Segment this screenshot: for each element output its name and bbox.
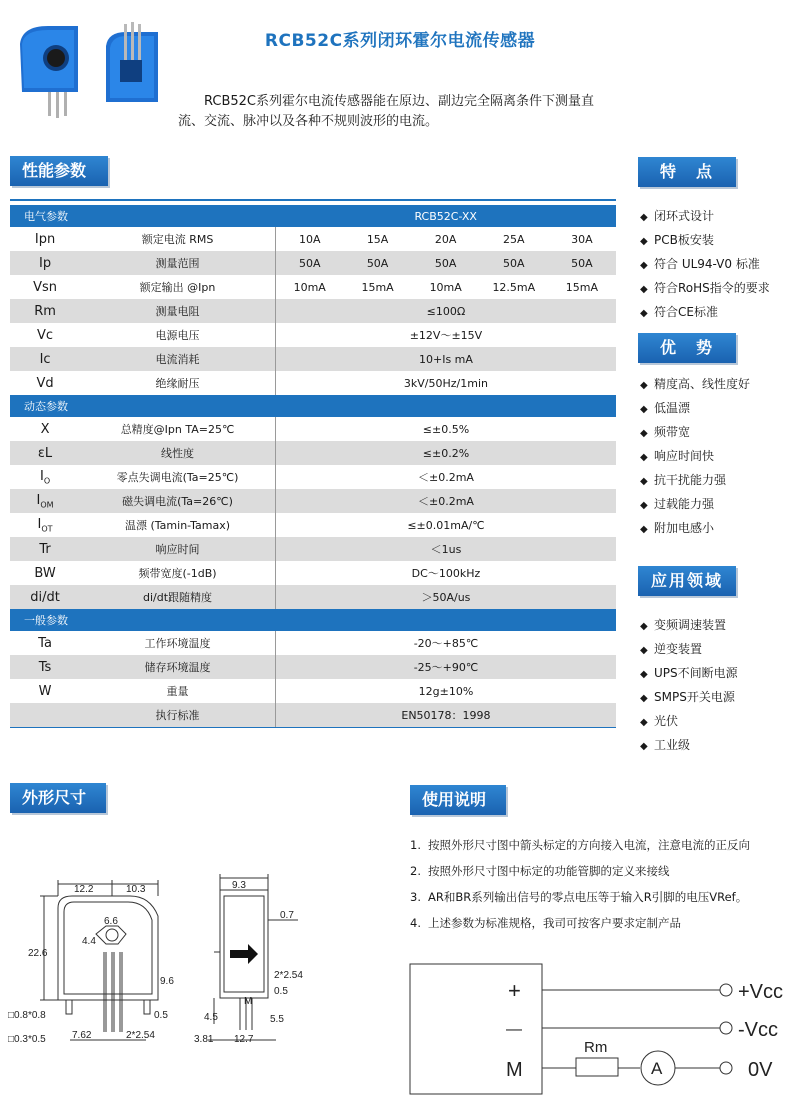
dim-label: 4.5	[204, 1012, 218, 1023]
dim-label: 2*2.54	[274, 970, 303, 981]
spec-table	[10, 205, 616, 728]
list-item: ◆ 响应时间快	[640, 444, 750, 468]
diamond-icon: ◆	[640, 260, 648, 271]
resistor-label: Rm	[584, 1039, 608, 1056]
dynamic-header-row	[10, 395, 616, 417]
list-item: 2. 按照外形尺寸图中标定的功能管脚的定义来接线	[410, 864, 670, 878]
table-row: $I_{OM}$ 磁失调电流(Ta=26℃) ＜±0.2mA	[10, 489, 616, 513]
list-item: ◆ 符合CE标准	[640, 300, 770, 324]
dim-label: 4.4	[82, 936, 96, 947]
table-row: Vd 绝缘耐压 3kV/50Hz/1min	[10, 371, 616, 395]
list-item: ◆ 抗干扰能力强	[640, 468, 750, 492]
dim-label: □0.3*0.5	[8, 1034, 46, 1045]
diamond-icon: ◆	[640, 524, 648, 535]
dim-label: 7.62	[72, 1030, 92, 1041]
table-row: $I_{OT}$ 温漂 (Tamin-Tamax) ≤±0.01mA/℃	[10, 513, 616, 537]
diamond-icon: ◆	[640, 500, 648, 511]
list-item: ◆ 频带宽	[640, 420, 750, 444]
dim-label: 9.3	[232, 880, 246, 891]
diamond-icon: ◆	[640, 404, 648, 415]
list-item: ◆ 附加电感小	[640, 516, 750, 540]
dim-label: 22.6	[28, 948, 48, 959]
dim-label: 6.6	[104, 916, 118, 927]
usage-notes	[410, 832, 750, 936]
terminal-m: M	[506, 1059, 523, 1081]
general-header: 一般参数	[10, 609, 616, 631]
section-usage: 使用说明	[410, 785, 506, 815]
dimension-drawing	[8, 872, 308, 1052]
table-row: Rm 测量电阻 ≤100Ω	[10, 299, 616, 323]
dim-label: □0.8*0.8	[8, 1010, 46, 1021]
dim-label: 0.5	[274, 986, 288, 997]
diamond-icon: ◆	[640, 741, 648, 752]
list-item: ◆ 变频调速装置	[640, 613, 738, 637]
vcc-plus-label: +Vcc	[738, 981, 784, 1003]
table-row: Ip 测量范围 50A 50A 50A 50A 50A	[10, 251, 616, 275]
general-header-row	[10, 609, 616, 631]
applications-list	[640, 613, 738, 757]
list-item: ◆ 符合RoHS指令的要求	[640, 276, 770, 300]
dim-label: 9.6	[160, 976, 174, 987]
ammeter-icon: A	[651, 1059, 663, 1078]
table-row: $I_O$ 零点失调电流(Ta=25℃) ＜±0.2mA	[10, 465, 616, 489]
list-item: ◆ 低温漂	[640, 396, 750, 420]
table-row: Ts 储存环境温度 -25～+90℃	[10, 655, 616, 679]
diamond-icon: ◆	[640, 308, 648, 319]
section-performance: 性能参数	[10, 156, 108, 186]
diamond-icon: ◆	[640, 717, 648, 728]
terminal-minus: —	[506, 1021, 522, 1038]
ground-label: 0V	[748, 1059, 773, 1081]
table-row: 执行标准 EN50178：1998	[10, 703, 616, 727]
dim-label: M	[244, 996, 253, 1007]
dim-label: 0.5	[154, 1010, 168, 1021]
section-advantages: 优 势	[638, 333, 736, 363]
list-item: 4. 上述参数为标准规格，我司可按客户要求定制产品	[410, 916, 681, 930]
list-item: ◆ 闭环式设计	[640, 204, 770, 228]
diamond-icon: ◆	[640, 380, 648, 391]
list-item: ◆ 过载能力强	[640, 492, 750, 516]
table-row: Ta 工作环境温度 -20～+85℃	[10, 631, 616, 655]
product-image	[8, 14, 183, 124]
list-item: ◆ 精度高、线性度好	[640, 372, 750, 396]
list-item: ◆ 工业级	[640, 733, 738, 757]
table-row: εL 线性度 ≤±0.2%	[10, 441, 616, 465]
list-item: 1. 按照外形尺寸图中箭头标定的方向接入电流，注意电流的正反向	[410, 838, 750, 852]
table-row: Tr 响应时间 ＜1us	[10, 537, 616, 561]
diamond-icon: ◆	[640, 645, 648, 656]
diamond-icon: ◆	[640, 212, 648, 223]
terminal-plus: +	[508, 978, 521, 1003]
divider	[10, 199, 616, 201]
dim-label: 12.2	[74, 884, 94, 895]
section-applications: 应用领域	[638, 566, 736, 596]
list-item: ◆ 符合 UL94-V0 标准	[640, 252, 770, 276]
advantages-list	[640, 372, 750, 540]
dim-label: 3.81	[194, 1034, 214, 1045]
diamond-icon: ◆	[640, 452, 648, 463]
dim-label: 2*2.54	[126, 1030, 155, 1041]
list-item: 3. AR和BR系列输出信号的零点电压等于输入R引脚的电压VRef。	[410, 890, 748, 904]
features-list	[640, 204, 770, 324]
diamond-icon: ◆	[640, 428, 648, 439]
list-item: ◆ PCB板安装	[640, 228, 770, 252]
table-row: Vc 电源电压 ±12V～±15V	[10, 323, 616, 347]
table-row: W 重量 12g±10%	[10, 679, 616, 703]
table-row: X 总精度@Ipn TA=25℃ ≤±0.5%	[10, 417, 616, 441]
page-title: RCB52C系列闭环霍尔电流传感器	[264, 31, 536, 51]
list-item: ◆ UPS不间断电源	[640, 661, 738, 685]
diamond-icon: ◆	[640, 476, 648, 487]
diamond-icon: ◆	[640, 621, 648, 632]
diamond-icon: ◆	[640, 284, 648, 295]
dim-label: 10.3	[126, 884, 146, 895]
electrical-header: 电气参数	[10, 205, 275, 227]
dynamic-header: 动态参数	[10, 395, 616, 417]
table-row: Ipn 额定电流 RMS 10A 15A 20A 25A 30A	[10, 227, 616, 251]
table-header-row	[10, 205, 616, 227]
dim-label: 12.7	[234, 1034, 254, 1045]
diamond-icon: ◆	[640, 693, 648, 704]
diamond-icon: ◆	[640, 236, 648, 247]
wiring-diagram	[408, 960, 798, 1100]
list-item: ◆ 逆变装置	[640, 637, 738, 661]
dim-label: 5.5	[270, 1014, 284, 1025]
table-row: Ic 电流消耗 10+Is mA	[10, 347, 616, 371]
table-row: BW 频带宽度(-1dB) DC～100kHz	[10, 561, 616, 585]
list-item: ◆ 光伏	[640, 709, 738, 733]
vcc-minus-label: -Vcc	[738, 1019, 778, 1041]
model-header: RCB52C-XX	[275, 205, 616, 227]
dim-label: 0.7	[280, 910, 294, 921]
list-item: ◆ SMPS开关电源	[640, 685, 738, 709]
table-row: di/dt di/dt跟随精度 ＞50A/us	[10, 585, 616, 609]
table-row: Vsn 额定输出 @Ipn 10mA 15mA 10mA 12.5mA 15mA	[10, 275, 616, 299]
diamond-icon: ◆	[640, 669, 648, 680]
intro-paragraph: RCB52C系列霍尔电流传感器能在原边、副边完全隔离条件下测量直流、交流、脉冲以及各种不规则波形的电流。	[178, 94, 595, 129]
section-features: 特 点	[638, 157, 736, 187]
section-dimensions: 外形尺寸	[10, 783, 106, 813]
